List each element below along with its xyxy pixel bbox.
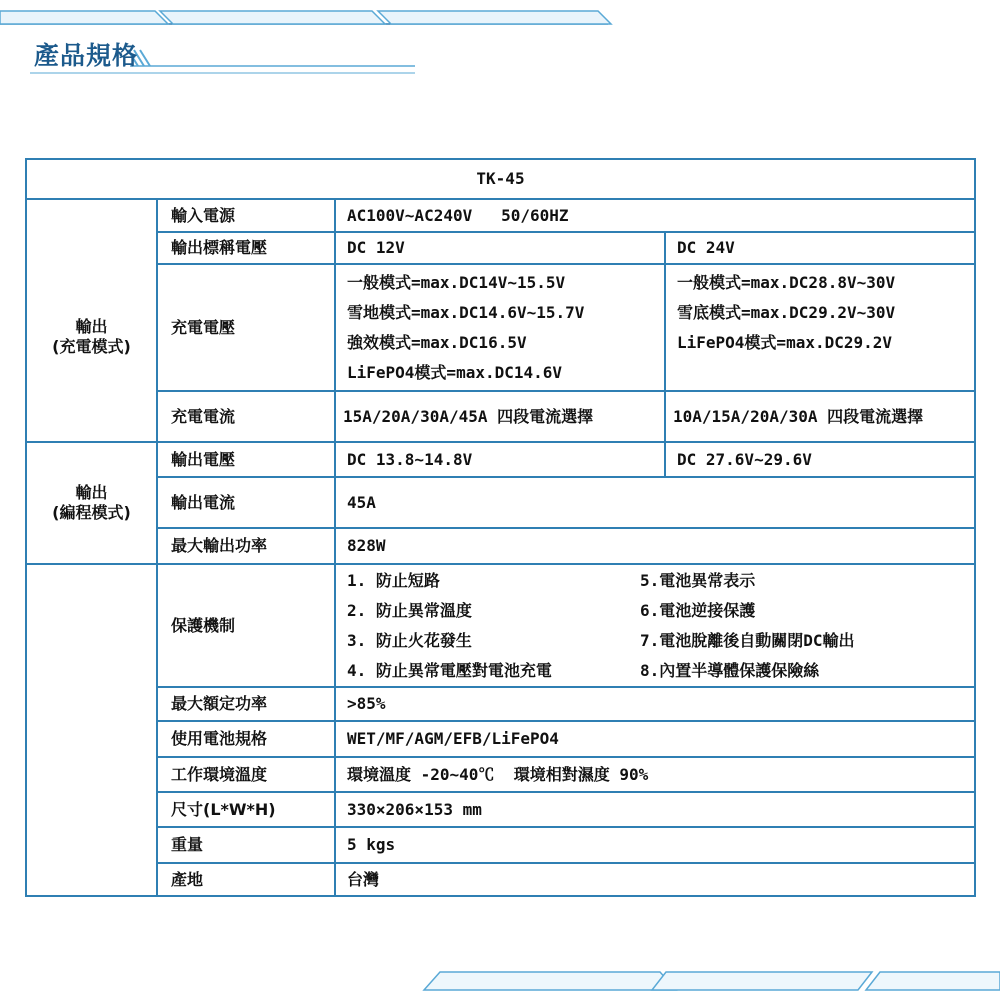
label-rated-voltage: 輸出標稱電壓 <box>171 238 268 257</box>
group-label-line: (編程模式) <box>52 503 131 522</box>
list-item: 雪地模式=max.DC14.6V~15.7V <box>347 303 585 322</box>
list-item: 雪底模式=max.DC29.2V~30V <box>677 303 896 322</box>
list-item: 8.內置半導體保護保險絲 <box>640 661 820 680</box>
group-label-program-output <box>26 442 157 564</box>
value-environment: 環境溫度 -20~40℃ 環境相對濕度 90% <box>347 764 649 784</box>
value-max-output-power: 828W <box>347 536 386 555</box>
list-item: 4. 防止異常電壓對電池充電 <box>347 661 552 680</box>
value-rated-voltage-12v: DC 12V <box>347 238 405 257</box>
value-input-power: AC100V~AC240V 50/60HZ <box>347 205 569 225</box>
label-output-voltage: 輸出電壓 <box>171 449 236 469</box>
value-max-rated-power: >85% <box>347 694 386 713</box>
list-item: 2. 防止異常溫度 <box>347 601 472 620</box>
label-charge-voltage: 充電電壓 <box>171 317 236 337</box>
value-output-current: 45A <box>347 492 376 512</box>
model-header: TK-45 <box>476 169 525 188</box>
label-origin: 產地 <box>171 869 204 889</box>
group-label-line: (充電模式) <box>52 337 131 356</box>
list-item: 一般模式=max.DC14V~15.5V <box>347 273 566 292</box>
value-dimensions: 330×206×153 mm <box>347 799 482 819</box>
bottom-stripe-decoration <box>424 972 1000 990</box>
protection-list-right <box>628 566 975 686</box>
value-charge-current-12v: 15A/20A/30A/45A 四段電流選擇 <box>343 406 594 426</box>
value-charge-voltage-24v <box>665 268 975 358</box>
value-output-voltage-12v: DC 13.8~14.8V <box>347 449 473 469</box>
value-origin: 台灣 <box>347 869 380 889</box>
label-charge-current: 充電電流 <box>171 406 236 426</box>
group-label-line: 輸出 <box>75 483 108 502</box>
value-weight: 5 kgs <box>347 835 396 854</box>
value-rated-voltage-24v: DC 24V <box>677 238 735 257</box>
group-label-charge-output <box>26 232 157 442</box>
label-protection: 保護機制 <box>171 615 236 635</box>
label-environment: 工作環境溫度 <box>171 764 268 784</box>
value-charge-current-24v: 10A/15A/20A/30A 四段電流選擇 <box>673 406 924 426</box>
value-battery-spec: WET/MF/AGM/EFB/LiFePO4 <box>347 729 559 748</box>
value-charge-voltage-12v <box>335 268 665 388</box>
label-battery-spec: 使用電池規格 <box>171 729 268 748</box>
page-title: 產品規格 <box>34 41 139 70</box>
value-output-voltage-24v: DC 27.6V~29.6V <box>677 449 812 469</box>
list-item: 強效模式=max.DC16.5V <box>347 333 527 352</box>
label-dimensions: 尺寸(L*W*H) <box>171 799 276 819</box>
label-input-power: 輸入電源 <box>171 205 236 225</box>
label-weight: 重量 <box>171 835 204 854</box>
list-item: 6.電池逆接保護 <box>640 601 756 620</box>
protection-list-left <box>335 566 635 686</box>
list-item: 一般模式=max.DC28.8V~30V <box>677 273 896 292</box>
label-output-current: 輸出電流 <box>171 492 236 512</box>
label-max-output-power: 最大輸出功率 <box>171 536 268 555</box>
group-label-line: 輸出 <box>75 317 108 336</box>
label-max-rated-power: 最大額定功率 <box>171 694 268 713</box>
list-item: 7.電池脫離後自動關閉DC輸出 <box>640 631 855 650</box>
list-item: LiFePO4模式=max.DC29.2V <box>677 333 893 352</box>
list-item: 3. 防止火花發生 <box>347 631 472 650</box>
list-item: 1. 防止短路 <box>347 571 440 590</box>
list-item: LiFePO4模式=max.DC14.6V <box>347 363 563 382</box>
list-item: 5.電池異常表示 <box>640 571 756 590</box>
